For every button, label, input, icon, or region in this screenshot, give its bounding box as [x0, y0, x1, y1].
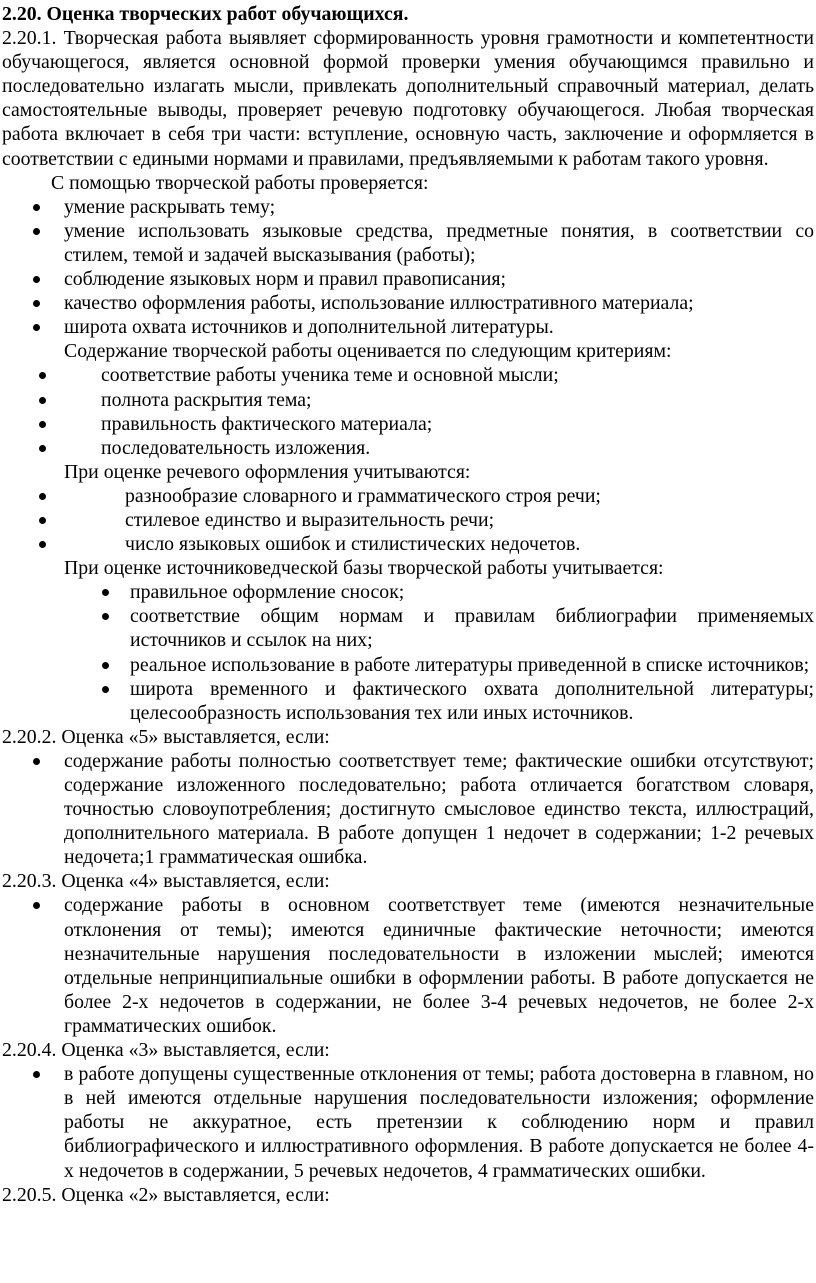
content-intro: Содержание творческой работы оценивается по следующим критериям:: [64, 340, 672, 363]
paragraph-2-20-1: 2.20.1. Творческая работа выявляет сформированность уровня грамотности и компетентности обучающегося, является основной формой проверки умения обучающимся правильно и последовательно излагать мысли, привлекать дополнительный справочный материал, делать самостоятельные выводы, проверяет речевую подготовку обучающегося. Любая творческая работа включает в себя три части: вступление, основную часть, заключение и оформляется в соответствии с едиными нормами и правилами, предъявляемыми к работам такого уровня.: [2, 27, 814, 170]
list-item: соблюдение языковых норм и правил правописания;: [2, 267, 814, 291]
section-heading: 2.20. Оценка творческих работ обучающихся.: [2, 3, 409, 25]
bullet-icon: [102, 662, 109, 669]
list-item: умение раскрывать тему;: [2, 195, 814, 219]
list-item: стилевое единство и выразительность речи;: [2, 508, 814, 532]
sources-list: [2, 580, 814, 725]
bullet-icon: [33, 902, 40, 909]
bullet-icon: [33, 228, 40, 235]
bullet-icon: [33, 300, 40, 307]
content-list: [2, 363, 814, 459]
bullet-icon: [39, 541, 46, 548]
grade-5-title: 2.20.2. Оценка «5» выставляется, если:: [2, 725, 330, 748]
bullet-icon: [39, 517, 46, 524]
list-item: последовательность изложения.: [2, 436, 814, 460]
bullet-icon: [39, 493, 46, 500]
list-item: умение использовать языковые средства, предметные понятия, в соответствии со стилем, темой и задачей высказывания (работы);: [2, 219, 814, 267]
bullet-icon: [39, 372, 46, 379]
bullet-icon: [33, 1071, 40, 1078]
bullet-icon: [33, 758, 40, 765]
bullet-icon: [39, 421, 46, 428]
list-item: соответствие работы ученика теме и основной мысли;: [2, 363, 814, 387]
bullet-icon: [33, 204, 40, 211]
sources-intro: При оценке источниковедческой базы творческой работы учитывается:: [64, 557, 664, 580]
list-item: разнообразие словарного и грамматического строя речи;: [2, 484, 814, 508]
list-item: качество оформления работы, использование иллюстративного материала;: [2, 291, 814, 315]
check-intro: С помощью творческой работы проверяется:: [51, 171, 429, 194]
bullet-icon: [102, 686, 109, 693]
check-list: [2, 195, 814, 340]
bullet-icon: [102, 613, 109, 620]
list-item: содержание работы в основном соответствует теме (имеются незначительные отклонения от темы); имеются единичные фактические неточности; имеются незначительные нарушения последовательности в изложении мыслей; имеются отдельные непринципиальные ошибки в оформлении работы. В работе допускается не более 2-х недочетов в содержании, не более 3-4 речевых недочетов, не более 2-х грамматических ошибок.: [2, 893, 814, 1038]
bullet-icon: [33, 276, 40, 283]
grade-5-list: [2, 749, 814, 869]
list-item: правильное оформление сносок;: [2, 580, 814, 604]
grade-2-title: 2.20.5. Оценка «2» выставляется, если:: [2, 1183, 330, 1206]
list-item: содержание работы полностью соответствует теме; фактические ошибки отсутствуют; содержание изложенного последовательно; работа отличается богатством словаря, точностью словоупотребления; достигнуто смысловое единство текста, иллюстраций, дополнительного материала. В работе допущен 1 недочет в содержании; 1-2 речевых недочета;1 грамматическая ошибка.: [2, 749, 814, 869]
bullet-icon: [102, 589, 109, 596]
list-item: соответствие общим нормам и правилам библиографии применяемых источников и ссылок на них;: [2, 604, 814, 652]
grade-3-list: [2, 1062, 814, 1182]
list-item: реальное использование в работе литературы приведенной в списке источников;: [2, 653, 814, 677]
bullet-icon: [33, 324, 40, 331]
list-item: в работе допущены существенные отклонения от темы; работа достоверна в главном, но в ней имеются отдельные нарушения последовательности изложения; оформление работы не аккуратное, есть претензии к соблюдению норм и правил библиографического и иллюстративного оформления. В работе допускается не более 4-х недочетов в содержании, 5 речевых недочетов, 4 грамматических ошибки.: [2, 1062, 814, 1182]
grade-4-title: 2.20.3. Оценка «4» выставляется, если:: [2, 870, 330, 893]
bullet-icon: [39, 397, 46, 404]
speech-list: [2, 484, 814, 556]
list-item: широта охвата источников и дополнительной литературы.: [2, 315, 814, 339]
list-item: широта временного и фактического охвата дополнительной литературы; целесообразность использования тех или иных источников.: [2, 677, 814, 725]
list-item: число языковых ошибок и стилистических недочетов.: [2, 532, 814, 556]
grade-4-list: [2, 893, 814, 1038]
bullet-icon: [39, 445, 46, 452]
speech-intro: При оценке речевого оформления учитываются:: [64, 460, 471, 483]
list-item: полнота раскрытия тема;: [2, 388, 814, 412]
list-item: правильность фактического материала;: [2, 412, 814, 436]
grade-3-title: 2.20.4. Оценка «3» выставляется, если:: [2, 1039, 330, 1062]
